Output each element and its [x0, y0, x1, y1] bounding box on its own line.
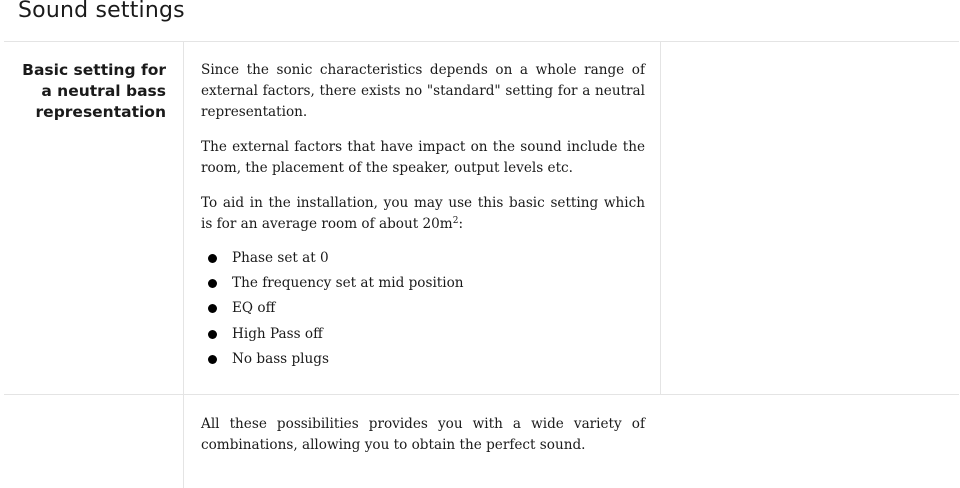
paragraph-installation: [201, 193, 645, 235]
footer-paragraph: All these possibilities provides you with a wide variety of combinations, allowing you to obtain the perfect sound.: [201, 416, 645, 453]
bullet-icon: [208, 330, 217, 339]
bullet-icon: [208, 254, 217, 263]
list-item: [208, 298, 464, 323]
list-item: [208, 273, 464, 298]
list-item-label: EQ off: [232, 300, 276, 317]
section-heading: [20, 60, 166, 123]
section-heading-line-1: Basic setting for: [22, 61, 166, 79]
paragraph-intro: Since the sonic characteristics depends on a whole range of external factors, there exists no "standard" setting for a neutral representation.: [201, 62, 645, 120]
bullet-icon: [208, 279, 217, 288]
list-item: [208, 349, 464, 374]
section-heading-line-3: representation: [35, 103, 166, 121]
page-title: Sound settings: [18, 0, 185, 23]
superscript-squared: 2: [452, 216, 459, 226]
settings-list: [208, 248, 464, 374]
paragraph-installation-colon: :: [458, 216, 464, 232]
paragraph-external-factors: The external factors that have impact on the sound include the room, the placement of the speaker, output levels etc.: [201, 139, 645, 176]
list-item: [208, 248, 464, 273]
paragraph-installation-text: To aid in the installation, you may use this basic setting which is for an average room of about 20m: [201, 195, 645, 232]
main-content: [201, 60, 645, 249]
footer-column-divider: [183, 395, 184, 488]
list-item-label: No bass plugs: [232, 350, 329, 367]
list-item-label: The frequency set at mid position: [232, 275, 464, 292]
bottom-divider: [4, 394, 959, 395]
section-heading-line-2: a neutral bass: [41, 82, 166, 100]
right-column-divider: [660, 42, 661, 394]
list-item: [208, 324, 464, 349]
top-divider: [4, 41, 959, 42]
list-item-label: High Pass off: [232, 325, 323, 342]
bullet-icon: [208, 304, 217, 313]
list-item-label: Phase set at 0: [232, 250, 329, 266]
bullet-icon: [208, 355, 217, 364]
left-column-divider: [183, 42, 184, 394]
